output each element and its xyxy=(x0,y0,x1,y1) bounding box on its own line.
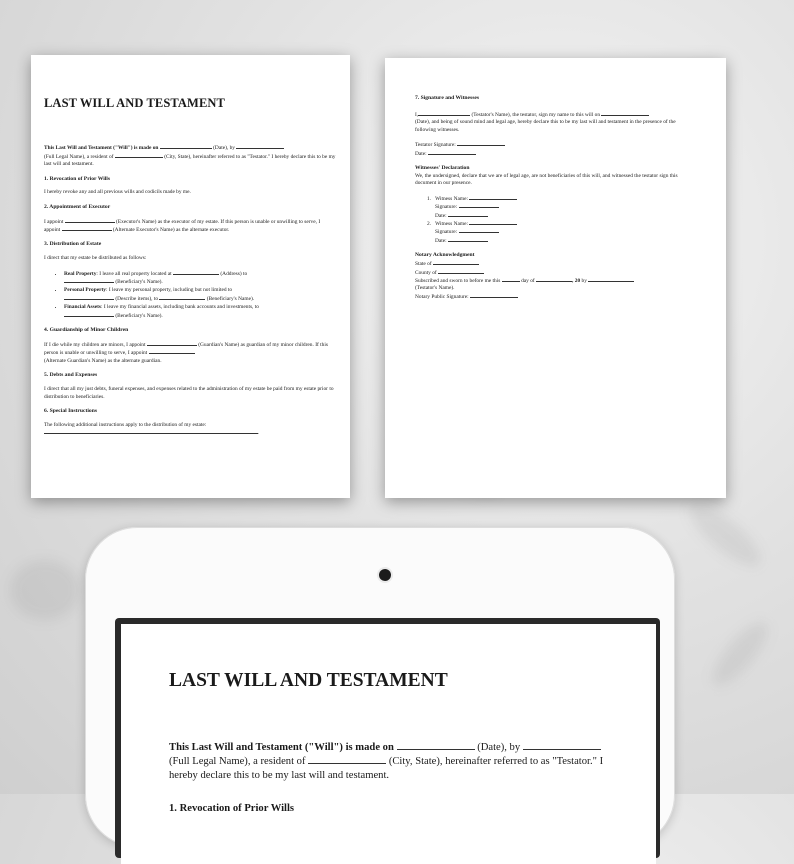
section-heading-signature: 7. Signature and Witnesses xyxy=(415,95,480,101)
list-item: 2. Witness Name: xyxy=(415,220,696,228)
list-item: • Personal Property: I leave my personal property, including but not limited to (Describe items), to (Beneficiary's Name). xyxy=(64,287,337,303)
document-page-2 xyxy=(385,58,726,498)
list-item: Date: xyxy=(415,212,696,220)
intro-paragraph: This Last Will and Testament ("Will") is made on (Date), by (Full Legal Name), a resident of (City, State), hereinafter referred to as "Testator." I hereby declare this to be my last will and testament. xyxy=(44,145,336,168)
tablet-intro-paragraph: This Last Will and Testament ("Will") is made on (Date), by (Full Legal Name), a resident of (City, State), hereinafter referred to as "Testator." I hereby declare this to be my last will and testament. xyxy=(169,742,604,782)
section-text-executor: I appoint (Executor's Name) as the executor of my estate. If this person is unable or unwilling to serve, I appoint (Alternate Executor's Name) as the alternate executor. xyxy=(44,218,321,233)
document-page-1 xyxy=(31,55,350,498)
notary-signature-line: Notary Public Signature: xyxy=(415,293,696,301)
list-item: Signature: xyxy=(415,228,696,236)
section-text-distribution: I direct that my estate be distributed as follows: xyxy=(44,255,147,262)
section-text-instructions: The following additional instructions apply to the distribution of my estate: . xyxy=(44,421,260,437)
notary-county-line: County of xyxy=(415,269,696,277)
list-item: Date: xyxy=(415,237,696,245)
tablet-screen xyxy=(115,618,660,858)
list-item: • Real Property: I leave all real property located at (Address) to (Beneficiary's Name). xyxy=(64,270,337,287)
notary-state-line: State of xyxy=(415,260,696,268)
distribution-list xyxy=(44,270,337,321)
section-heading-notary: Notary Acknowledgment xyxy=(415,252,475,259)
section-heading-instructions: 6. Special Instructions xyxy=(44,408,97,414)
testator-date-line: Date: xyxy=(415,150,696,158)
list-item: 1. Witness Name: xyxy=(415,195,696,203)
tablet-document-page xyxy=(121,624,656,864)
tablet-page-title: LAST WILL AND TESTAMENT xyxy=(169,670,448,691)
witness-list xyxy=(415,195,696,246)
section-heading-debts: 5. Debts and Expenses xyxy=(44,372,98,379)
section-text-debts: I direct that all my just debts, funeral expenses, and expenses related to the administration of my estate be paid from my estate prior to distribution to beneficiaries. xyxy=(44,386,334,400)
list-item: • Financial Assets: I leave my financial assets, including bank accounts and investments, to (Beneficiary's Name). xyxy=(64,304,337,320)
section-heading-revocation: 1. Revocation of Prior Wills xyxy=(44,175,111,182)
camera-icon xyxy=(379,569,391,581)
section-text-signature: I, (Testator's Name), the testator, sign my name to this will on (Date), and being of sound mind and legal age, hereby declare this to be my last will and testament in the presence of the following witnesses. xyxy=(415,111,676,133)
section-text-guardianship: If I die while my children are minors, I appoint (Guardian's Name) as guardian of my minor children. If this person is unable or unwilling to serve, I appoint (Alternate Guardian's Name) as the alternate guardian. xyxy=(44,342,328,364)
list-item: Signature: xyxy=(415,203,696,211)
tablet-device xyxy=(85,527,675,847)
section-heading-guardianship: 4. Guardianship of Minor Children xyxy=(44,327,129,334)
tablet-section-heading: 1. Revocation of Prior Wills xyxy=(169,803,295,815)
notary-sworn-line: Subscribed and sworn to before me this day of , 20 by (Testator's Name). xyxy=(415,277,696,293)
section-heading-witnesses: Witnesses' Declaration xyxy=(415,164,470,171)
page-title: LAST WILL AND TESTAMENT xyxy=(44,96,225,110)
section-heading-distribution: 3. Distribution of Estate xyxy=(44,241,102,248)
section-text-witnesses: We, the undersigned, declare that we are of legal age, are not beneficiaries of this will, and witnessed the testator sign this document in our presence. xyxy=(415,172,678,187)
section-heading-executor: 2. Appointment of Executor xyxy=(44,203,111,210)
section-text-revocation: I hereby revoke any and all previous wills and codicils made by me. xyxy=(44,189,191,196)
testator-signature-line: Testator Signature: xyxy=(415,141,696,149)
